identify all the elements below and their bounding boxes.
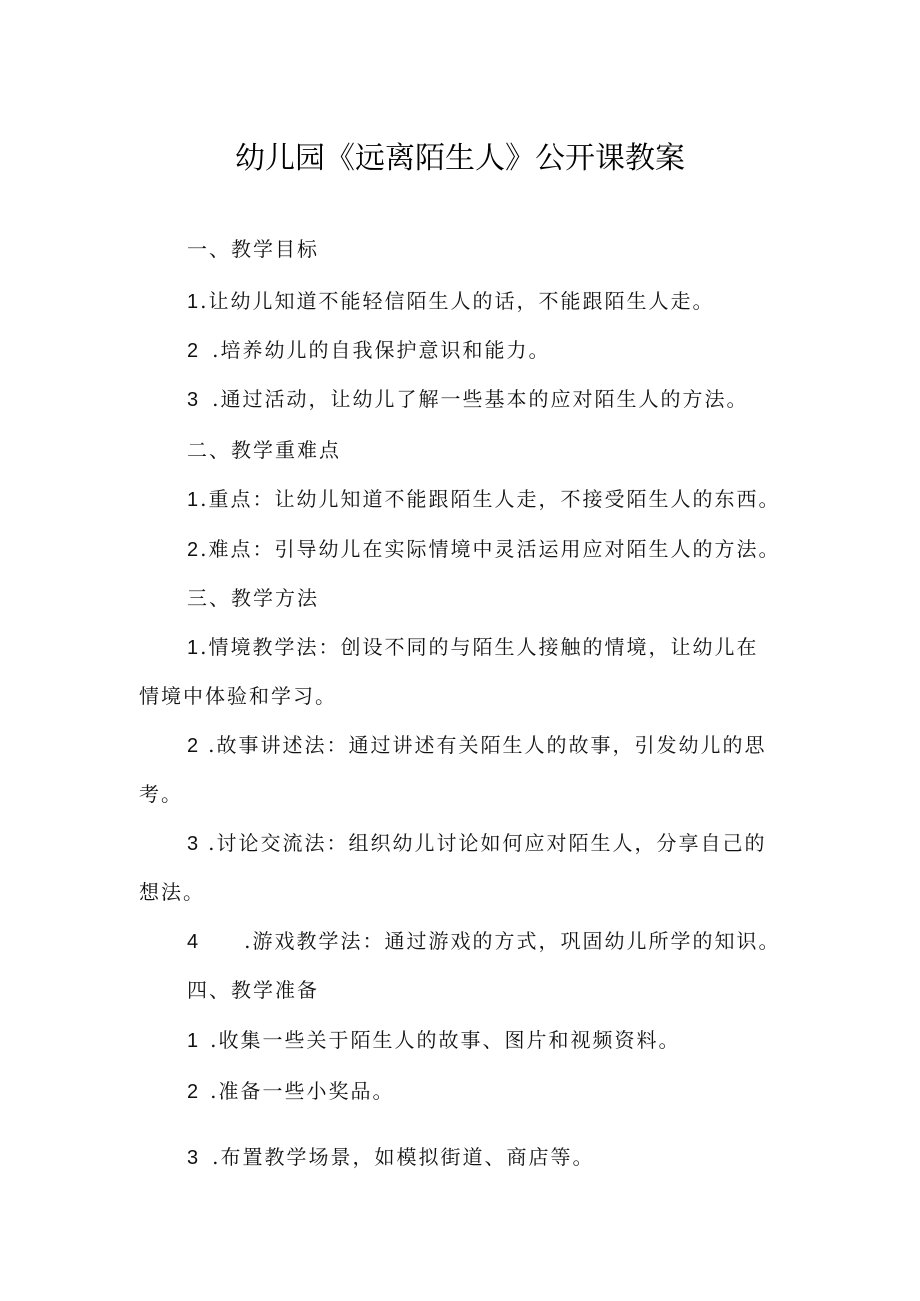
item-number: 2: [187, 539, 201, 561]
line-text: .讨论交流法：组织幼儿讨论如何应对陌生人，分享自己的: [208, 831, 767, 855]
line-text: 想法。: [139, 880, 205, 904]
item-number: 3: [187, 389, 201, 411]
line-text: 情境中体验和学习。: [139, 684, 337, 708]
method-item-3: [187, 827, 766, 856]
section-heading-methods: [187, 582, 319, 611]
line-text: .游戏教学法：通过游戏的方式，巩固幼儿所学的知识。: [244, 929, 781, 953]
goal-item-1: [187, 285, 714, 314]
item-number: 1: [187, 291, 201, 313]
method-item-1: [187, 631, 758, 660]
line-text: .培养幼儿的自我保护意识和能力。: [212, 338, 551, 362]
line-text: .情境教学法：创设不同的与陌生人接触的情境，让幼儿在: [200, 635, 759, 659]
method-item-3-continued: [139, 876, 205, 905]
section-heading-preparation: [187, 974, 319, 1003]
item-number: 2: [187, 735, 201, 757]
line-text: .收集一些关于陌生人的故事、图片和视频资料。: [210, 1028, 681, 1052]
goal-item-3: [187, 383, 748, 412]
line-text: .难点：引导幼儿在实际情境中灵活运用应对陌生人的方法。: [200, 537, 781, 561]
line-text: .重点：让幼儿知道不能跟陌生人走，不接受陌生人的东西。: [200, 487, 781, 511]
preparation-item-1: [187, 1024, 680, 1053]
line-text: 三、教学方法: [187, 586, 319, 610]
item-number: 2: [187, 340, 201, 362]
line-text: 四、教学准备: [187, 978, 319, 1002]
document-title: 幼儿园《远离陌生人》公开课教案: [235, 141, 685, 176]
line-text: 二、教学重难点: [187, 438, 341, 462]
preparation-item-2: [187, 1075, 394, 1104]
line-text: 一、教学目标: [187, 237, 319, 261]
item-number: 3: [187, 1147, 201, 1169]
method-item-4: [187, 925, 780, 954]
method-item-2-continued: [139, 778, 183, 807]
section-heading-key-points: [187, 434, 341, 463]
goal-item-2: [187, 334, 550, 363]
method-item-2: [187, 729, 766, 758]
item-number: 4: [187, 931, 201, 953]
item-number: 1: [187, 637, 201, 659]
line-text: 考。: [139, 782, 183, 806]
key-point-item-2: [187, 533, 780, 562]
item-number: 3: [187, 833, 201, 855]
item-number: 1: [187, 1030, 201, 1052]
method-item-1-continued: [139, 680, 337, 709]
item-number: 2: [187, 1081, 201, 1103]
line-text: .让幼儿知道不能轻信陌生人的话，不能跟陌生人走。: [200, 289, 715, 313]
section-heading-goals: [187, 233, 319, 262]
line-text: .布置教学场景，如模拟街道、商店等。: [212, 1145, 595, 1169]
preparation-item-3: [187, 1141, 594, 1170]
line-text: .通过活动，让幼儿了解一些基本的应对陌生人的方法。: [212, 387, 749, 411]
item-number: 1: [187, 489, 201, 511]
line-text: .准备一些小奖品。: [210, 1079, 395, 1103]
line-text: .故事讲述法：通过讲述有关陌生人的故事，引发幼儿的思: [208, 733, 767, 757]
key-point-item-1: [187, 483, 780, 512]
